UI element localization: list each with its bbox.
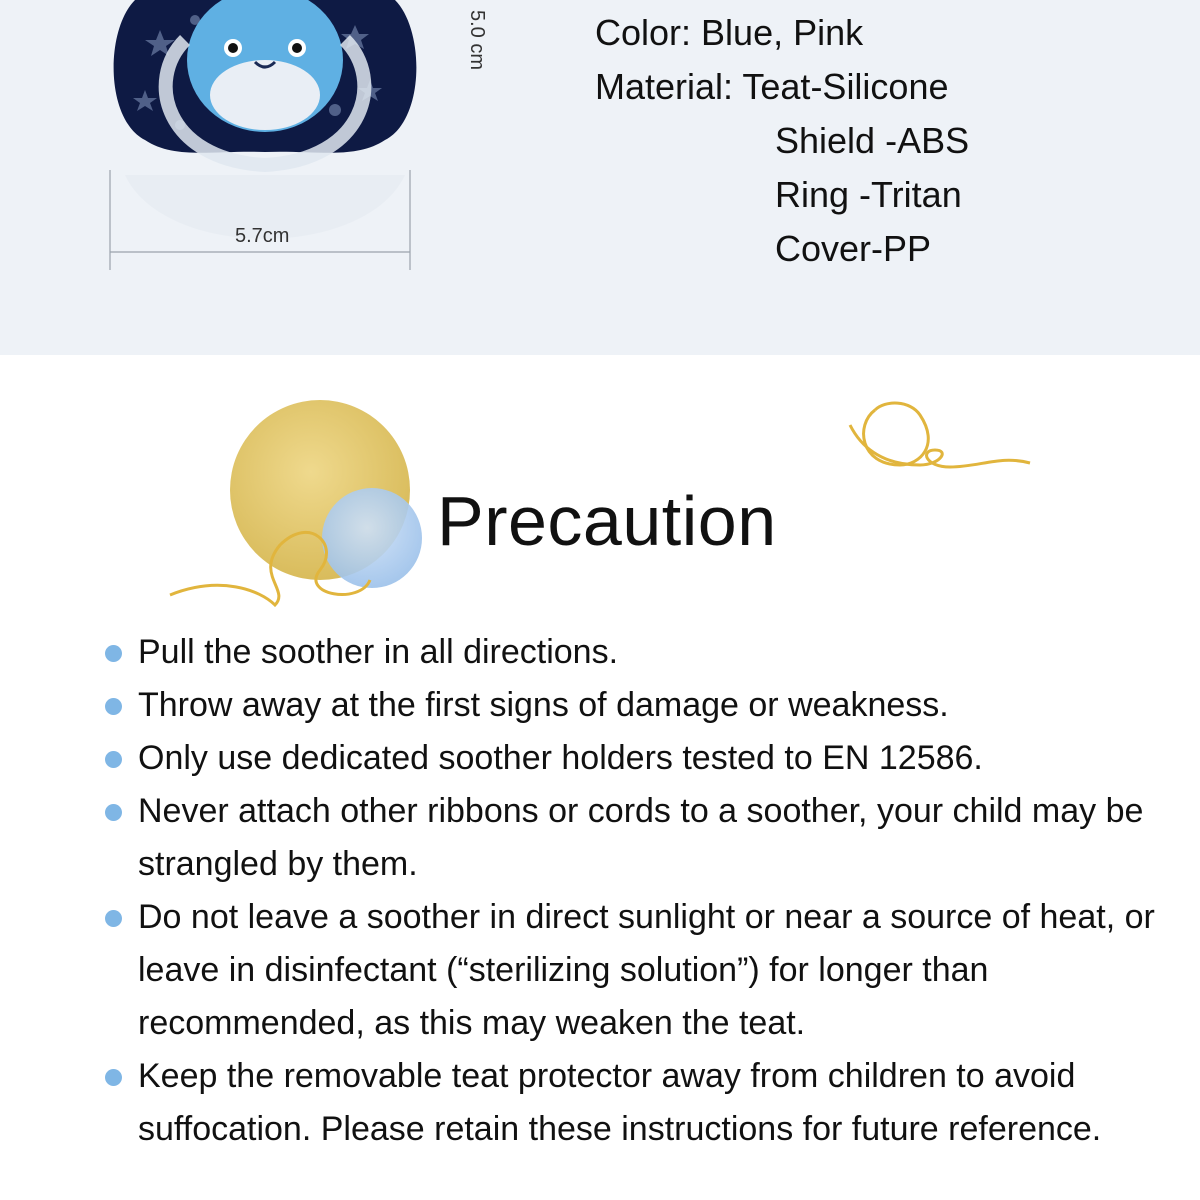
bullet-dot-icon: [105, 1069, 122, 1086]
gold-swirl-right: [850, 425, 1030, 467]
list-item: [105, 732, 1165, 785]
list-item-text: Do not leave a soother in direct sunlight or near a source of heat, or leave in disinfectant (“sterilizing solution”) for longer than recommended, as this may weaken the teat.: [138, 898, 1155, 1042]
bullet-dot-icon: [105, 645, 122, 662]
list-item-text: Never attach other ribbons or cords to a soother, your child may be strangled by them.: [138, 792, 1144, 883]
spec-ring: Ring -Tritan: [775, 174, 962, 215]
list-item-text: Only use dedicated soother holders tested to EN 12586.: [138, 739, 983, 777]
list-item: [105, 679, 1165, 732]
list-item-text: Throw away at the first signs of damage or weakness.: [138, 686, 949, 724]
bullet-dot-icon: [105, 751, 122, 768]
blue-circle: [322, 488, 422, 588]
spec-material: Material: Teat-Silicone: [595, 66, 949, 107]
width-dimension-label: 5.7cm: [235, 225, 290, 247]
spec-color: Color: Blue, Pink: [595, 12, 864, 53]
spec-shield: Shield -ABS: [775, 120, 970, 161]
bullet-dot-icon: [105, 910, 122, 927]
list-item: [105, 1050, 1165, 1156]
height-dimension-label: 5.0 cm: [466, 10, 488, 71]
list-item-text: Pull the soother in all directions.: [138, 633, 619, 671]
list-item: [105, 626, 1165, 679]
precaution-title: Precaution: [437, 481, 777, 560]
bullet-dot-icon: [105, 804, 122, 821]
spec-list: [595, 6, 969, 276]
list-item-text: Keep the removable teat protector away from children to avoid suffocation. Please retain these instructions for future reference.: [138, 1057, 1102, 1148]
product-spec-panel: [0, 0, 1200, 355]
precaution-list: [105, 626, 1165, 1156]
list-item: [105, 891, 1165, 1050]
spec-cover: Cover-PP: [775, 228, 932, 269]
list-item: [105, 785, 1165, 891]
bullet-dot-icon: [105, 698, 122, 715]
